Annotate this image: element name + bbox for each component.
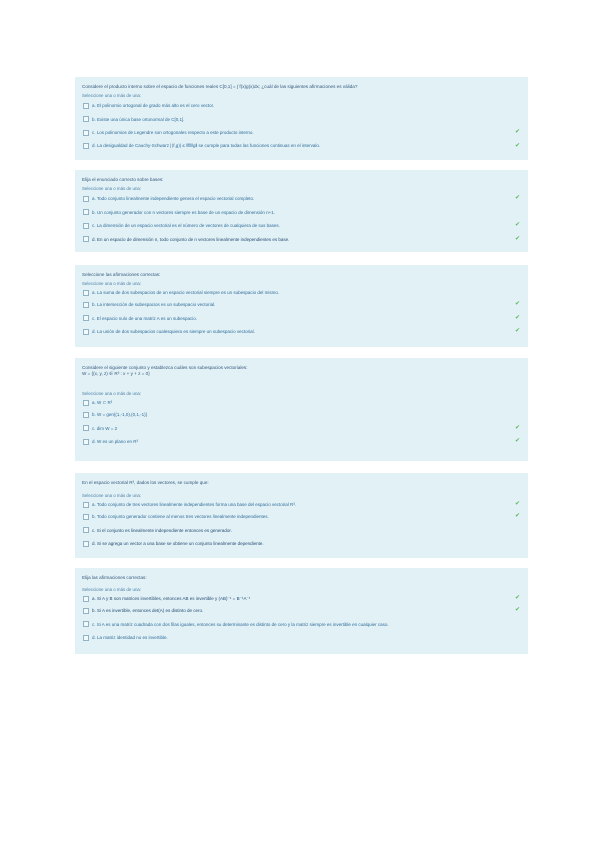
answer-option[interactable] [82, 233, 520, 247]
option-label: d. En un espacio de dimensión n, todo conjunto de n vectores linealmente independientes es base. [92, 236, 290, 242]
answer-option[interactable] [82, 192, 520, 206]
checkbox[interactable] [83, 502, 89, 508]
checkbox[interactable] [83, 412, 89, 418]
answer-option[interactable] [82, 312, 520, 326]
question-title: En el espacio vectorial R³, dados los vectores, se cumple que: [82, 480, 209, 485]
check-icon: ✔ [514, 142, 520, 149]
question-prompt: Seleccione una o más de una: [82, 186, 142, 191]
checkbox[interactable] [83, 236, 89, 242]
question-card-2 [75, 170, 528, 252]
check-icon: ✔ [514, 595, 520, 601]
option-label: a. Si A y B son matrices invertibles, entonces AB es invertible y (AB)⁻¹ = B⁻¹A⁻¹ [92, 595, 251, 601]
answer-option[interactable] [82, 435, 520, 449]
option-label: b. Si A es invertible, entonces det(A) es distinto de cero. [92, 608, 204, 614]
checkbox[interactable] [83, 527, 89, 533]
question-title: Seleccione las afirmaciones correctas: [82, 272, 161, 277]
checkbox[interactable] [83, 400, 89, 406]
check-icon: ✔ [514, 438, 520, 444]
answer-option[interactable] [82, 422, 520, 436]
question-title: Considere el siguiente conjunto y establezca cuáles son subespacios vectoriales: [82, 365, 248, 370]
checkbox[interactable] [83, 290, 89, 296]
option-label: a. Todo conjunto de tres vectores linealmente independientes forma una base del espacio vectorial R³. [92, 502, 297, 507]
question-card-6 [75, 568, 528, 654]
checkbox[interactable] [83, 608, 89, 614]
answer-option[interactable] [82, 618, 520, 632]
option-label: d. La desigualdad de Cauchy-Schwarz |⟨f,g⟩| ≤ ‖f‖‖g‖ se cumple para todas las funciones continuas en el intervalo. [92, 143, 321, 149]
answer-option[interactable] [82, 298, 520, 312]
answer-option[interactable] [82, 499, 520, 510]
answer-option[interactable] [82, 126, 520, 140]
option-label: c. dim W = 2 [92, 425, 118, 431]
answer-option[interactable] [82, 99, 520, 113]
question-card-1 [75, 77, 528, 160]
option-label: b. Un conjunto generador con n vectores siempre es base de un espacio de dimensión n+1. [92, 209, 275, 215]
answer-option[interactable] [82, 408, 520, 422]
answer-option[interactable] [82, 593, 520, 604]
checkbox[interactable] [83, 514, 89, 520]
checkbox[interactable] [83, 635, 89, 641]
checkbox[interactable] [83, 439, 89, 445]
checkbox[interactable] [83, 116, 89, 122]
checkbox[interactable] [83, 596, 89, 602]
answer-option[interactable] [82, 524, 520, 538]
option-label: b. La intersección de subespacios es un subespacio vectorial. [92, 302, 216, 308]
question-prompt: Seleccione una o más de una: [82, 587, 142, 592]
check-icon: ✔ [514, 513, 520, 519]
answer-option[interactable] [82, 510, 520, 524]
option-label: c. El espacio nulo de una matriz A es un subespacio. [92, 315, 198, 321]
checkbox[interactable] [83, 329, 89, 335]
answer-option[interactable] [82, 604, 520, 618]
check-icon: ✔ [514, 195, 520, 201]
question-title: Elija el enunciado correcto sobre bases: [82, 177, 164, 182]
check-icon: ✔ [514, 328, 520, 334]
option-label: c. Los polinomios de Legendre son ortogonales respecto a este producto interno. [92, 130, 254, 136]
checkbox[interactable] [83, 302, 89, 308]
check-icon: ✔ [514, 501, 520, 507]
option-label: b. Existe una única base ortonormal de C[0,1]. [92, 116, 185, 122]
checkbox[interactable] [83, 143, 89, 149]
checkbox[interactable] [83, 196, 89, 202]
checkbox[interactable] [83, 541, 89, 547]
answer-option[interactable] [82, 219, 520, 233]
checkbox[interactable] [83, 223, 89, 229]
checkbox[interactable] [83, 103, 89, 109]
question-card-4 [75, 358, 528, 461]
check-icon: ✔ [514, 301, 520, 307]
question-card-5 [75, 473, 528, 558]
checkbox[interactable] [83, 425, 89, 431]
answer-option[interactable] [82, 397, 520, 408]
option-label: d. La matriz identidad no es invertible. [92, 635, 168, 641]
option-label: c. La dimensión de un espacio vectorial es el número de vectores de cualquiera de sus bases. [92, 223, 280, 229]
checkbox[interactable] [83, 130, 89, 136]
option-label: c. Si el conjunto es linealmente independiente entonces es generador. [92, 527, 232, 533]
answer-option[interactable] [82, 206, 520, 220]
answer-option[interactable] [82, 140, 520, 154]
option-label: d. Si se agrega un vector a una base se obtiene un conjunto linealmente dependiente. [92, 541, 264, 547]
question-title: Elija las afirmaciones correctas: [82, 575, 147, 580]
question-prompt: Seleccione una o más de una: [82, 493, 142, 498]
option-label: a. Todo conjunto linealmente independiente genera el espacio vectorial completo. [92, 196, 255, 202]
check-icon: ✔ [514, 314, 520, 321]
answer-option[interactable] [82, 113, 520, 127]
check-icon: ✔ [514, 235, 520, 242]
option-label: b. Todo conjunto generador contiene al menos tres vectores linealmente independientes. [92, 514, 269, 520]
checkbox[interactable] [83, 315, 89, 321]
check-icon: ✔ [514, 607, 520, 613]
question-prompt: Seleccione una o más de una: [82, 93, 142, 98]
checkbox[interactable] [83, 621, 89, 627]
answer-option[interactable] [82, 287, 520, 298]
answer-option[interactable] [82, 537, 520, 551]
question-prompt: Seleccione una o más de una: [82, 391, 142, 396]
check-icon: ✔ [514, 424, 520, 431]
option-label: c. Si A es una matriz cuadrada con dos filas iguales, entonces su determinante es distinto de cero y la matriz siempre es invertible en cualquier caso. [92, 621, 389, 627]
option-label: d. La unión de dos subespacios cualesquiera es siempre un subespacio vectorial. [92, 329, 255, 335]
answer-option[interactable] [82, 631, 520, 645]
option-label: a. La suma de dos subespacios de un espacio vectorial siempre es un subespacio del mismo. [92, 290, 280, 295]
option-label: d. W es un plano en R³ [92, 439, 139, 445]
option-label: a. El polinomio ortogonal de grado más alto es el cero vector. [92, 103, 215, 109]
checkbox[interactable] [83, 209, 89, 215]
check-icon: ✔ [514, 129, 520, 135]
option-label: b. W = gen{(1,-1,0),(0,1,-1)} [92, 412, 148, 418]
check-icon: ✔ [514, 222, 520, 228]
answer-option[interactable] [82, 325, 520, 339]
option-label: a. W ⊂ R³ [92, 399, 113, 405]
question-title: Considere el producto interno sobre el espacio de funciones reales C[0,1] = ∫ f(x)g(x)dx; ¿cuál de las siguientes afirmaciones es válida? [82, 84, 358, 89]
question-prompt: Seleccione una o más de una: [82, 281, 142, 286]
question-subtitle: W = {(x, y, z) ∈ R³ : x + y + z = 0} [82, 371, 150, 376]
question-card-3 [75, 265, 528, 347]
